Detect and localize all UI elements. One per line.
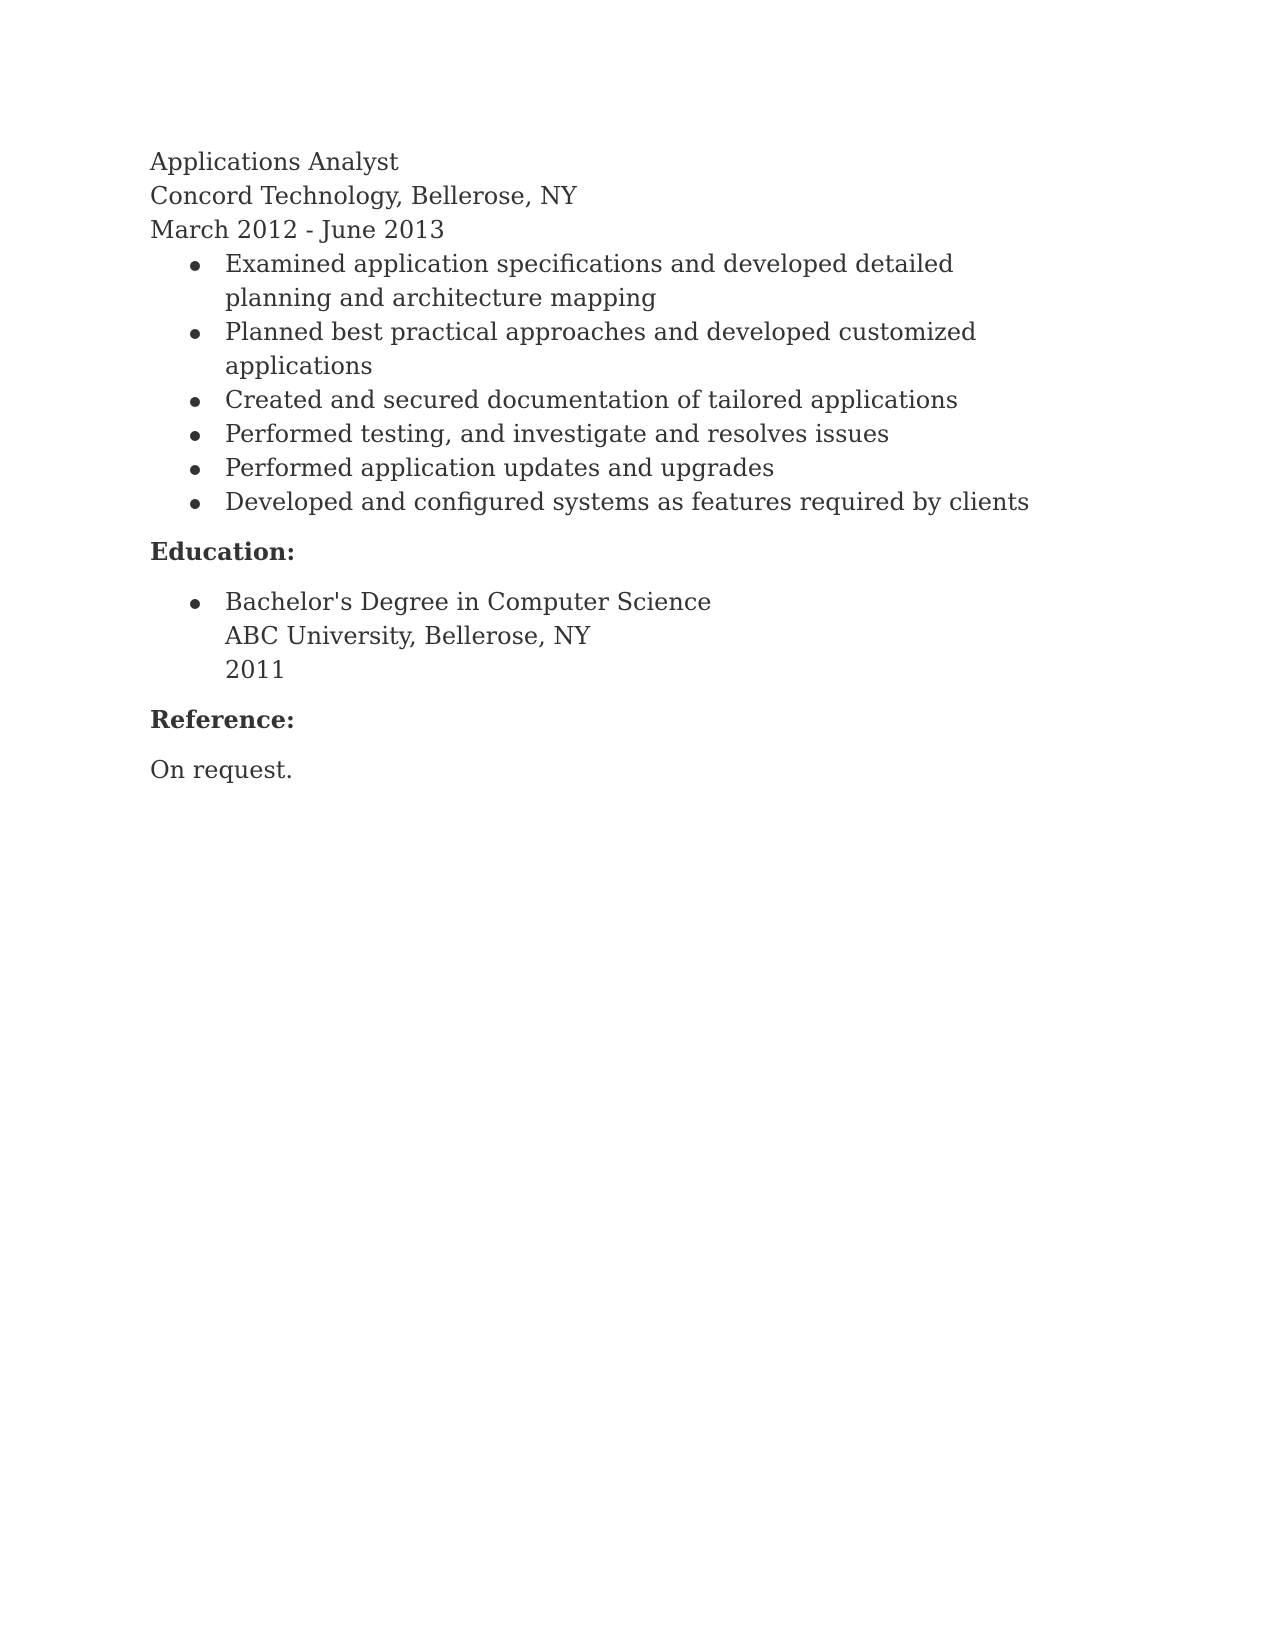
list-item [150, 485, 1110, 519]
duty-text: Examined application specifications and developed detailed planning and architecture mapping [225, 250, 954, 312]
duty-text: Planned best practical approaches and developed customized applications [225, 318, 977, 380]
duty-text: Performed application updates and upgrades [225, 454, 775, 482]
education-degree: Bachelor's Degree in Computer Science [225, 588, 712, 616]
list-item [150, 247, 1110, 315]
education-list [150, 585, 1110, 687]
bullet-icon [190, 499, 200, 509]
list-item [150, 585, 1110, 687]
job-title: Applications Analyst [150, 148, 399, 176]
list-item [150, 417, 1110, 451]
duty-text: Performed testing, and investigate and resolves issues [225, 420, 890, 448]
duty-text: Developed and configured systems as features required by clients [225, 488, 1030, 516]
resume-page [150, 145, 1110, 787]
bullet-icon [190, 465, 200, 475]
list-item [150, 451, 1110, 485]
education-year: 2011 [225, 656, 287, 684]
bullet-icon [190, 599, 200, 609]
bullet-icon [190, 261, 200, 271]
education-school: ABC University, Bellerose, NY [225, 622, 591, 650]
bullet-icon [190, 397, 200, 407]
reference-text: On request. [150, 756, 294, 784]
reference-heading: Reference: [150, 705, 295, 734]
job-company: Concord Technology, Bellerose, NY [150, 182, 577, 210]
list-item [150, 315, 1110, 383]
job-dates: March 2012 - June 2013 [150, 216, 445, 244]
bullet-icon [190, 431, 200, 441]
education-heading: Education: [150, 537, 296, 566]
job-duties-list [150, 247, 1110, 519]
bullet-icon [190, 329, 200, 339]
duty-text: Created and secured documentation of tailored applications [225, 386, 959, 414]
list-item [150, 383, 1110, 417]
